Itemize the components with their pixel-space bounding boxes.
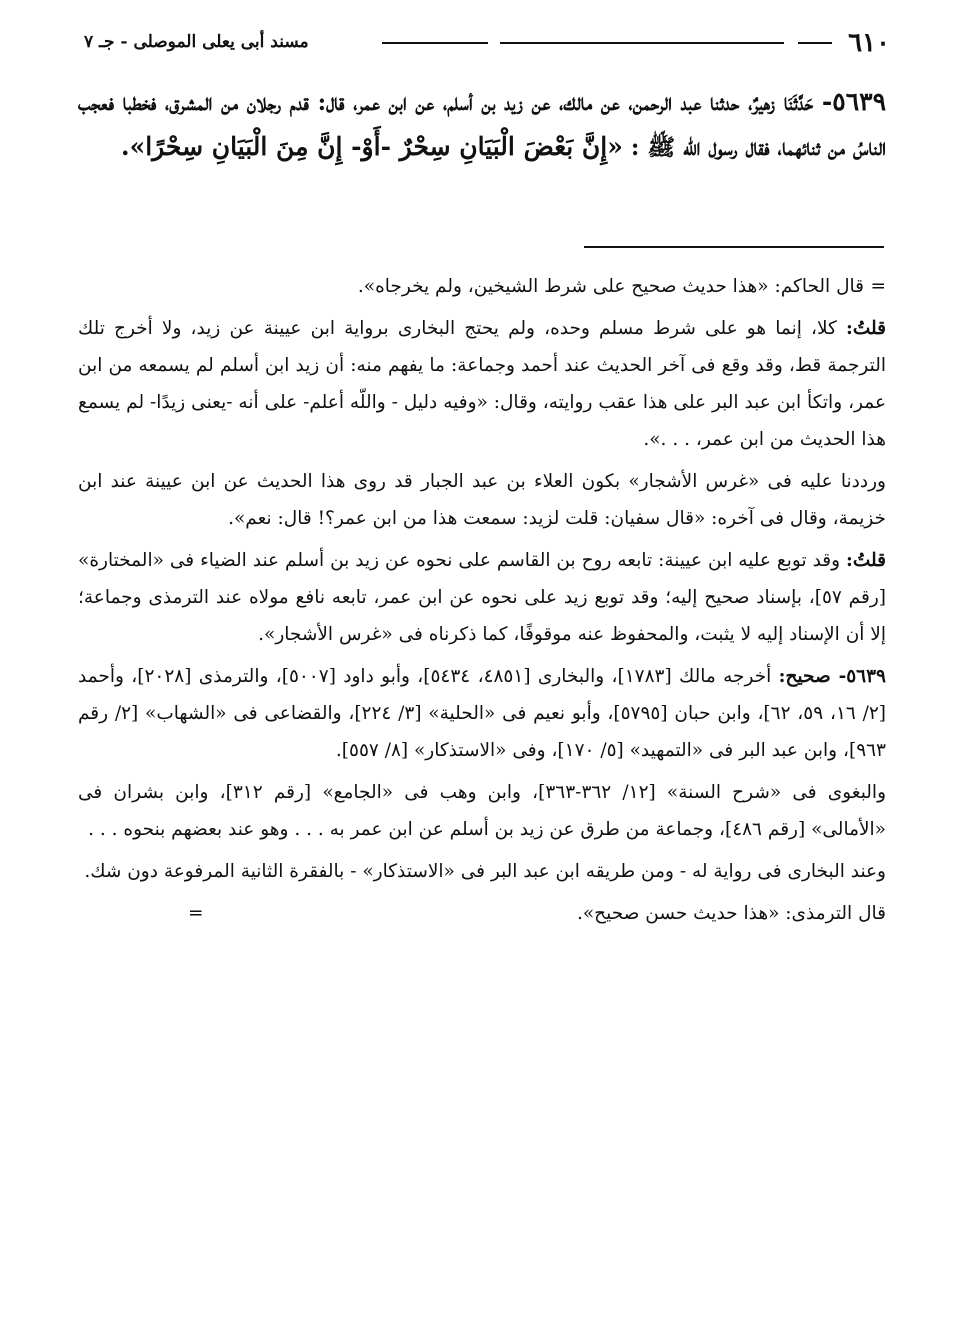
continuation-mark: = bbox=[870, 276, 886, 297]
paragraph-text: أخرجه مالك [١٧٨٣]، والبخارى [٤٨٥١، ٥٤٣٤]، وأبو داود [٥٠٠٧]، والترمذى [٢٠٢٨]، وأحمد [٢/ ١٦، ٥٩، ٦٢]، وابن حبان [٥٧٩٥]، وأبو نعيم فى «الحلية» [٣/ ٢٢٤]، والقضاعى فى «الشهاب» [٢/ رقم ٩٦٣]، وابن عبد البر فى «التمهيد» [٥/ ١٧٠]، وفى «الاستذكار» [٨/ ٥٥٧]. bbox=[78, 666, 886, 761]
takhrij-label: ٥٦٣٩- صحيح: bbox=[778, 666, 886, 687]
footnote-paragraph bbox=[78, 853, 886, 890]
takhrij-paragraph bbox=[78, 658, 886, 769]
hadith-text bbox=[78, 80, 886, 170]
footnotes bbox=[78, 268, 886, 937]
prophetic-saying: «إِنَّ بَعْضَ الْبَيَانِ سِحْرٌ -أَوْ- إِنَّ مِنَ الْبَيَانِ سِحْرًا». bbox=[120, 132, 623, 161]
paragraph-text: وعند البخارى فى رواية له - ومن طريقه ابن عبد البر فى «الاستذكار» - بالفقرة الثانية المرفوعة دون شك. bbox=[84, 861, 886, 882]
book-title: مسند أبى يعلى الموصلى - جـ ٧ bbox=[84, 32, 309, 52]
footnote-paragraph bbox=[78, 542, 886, 653]
hakim-note bbox=[78, 268, 886, 305]
footnote-separator bbox=[584, 246, 884, 248]
footnote-paragraph bbox=[78, 895, 886, 932]
running-header bbox=[84, 28, 890, 58]
page-number: ٦١٠ bbox=[848, 28, 890, 58]
paragraph-text: قال الترمذى: «هذا حديث حسن صحيح». bbox=[576, 903, 886, 924]
hadith-opening-word: حَدَّثَنَا bbox=[783, 89, 814, 116]
qultu-label: قلتُ: bbox=[846, 318, 886, 339]
paragraph-text: كلا، إنما هو على شرط مسلم وحده، ولم يحتج البخارى برواية ابن عيينة عن زيد، ولا أخرج تلك الترجمة قط، وقد وقع فى آخر الحديث عند أحمد وجماعة: ما يفهم منه: أن زيد ابن أسلم لم يسمعه من ابن عمر، واتكأ ابن عبد البر على هذا عقب روايته، وقال: «وفيه دليل - واللّه أعلم- على أنه -يعنى زيدًا- لم يسمع هذا الحديث من ابن عمر، . . .». bbox=[78, 318, 886, 450]
end-continuation-mark: = bbox=[188, 903, 204, 924]
hadith-number: ٥٦٣٩- bbox=[821, 87, 886, 116]
paragraph-text: ورددنا عليه فى «غرس الأشجار» بكون العلاء بن عبد الجبار قد روى هذا الحديث عن ابن عيينة عند ابن خزيمة، وقال فى آخره: «قال سفيان: قلت لزيد: سمعت هذا من ابن عمر؟! قال: نعم». bbox=[78, 471, 886, 529]
hadith-isnad: زهيرٌ، حدثنا عبد الرحمن، عن مالك، عن زيد بن أسلم، عن ابن عمر، قال: قدم رجلان من المشرق، فخطبا فعجب الناسُ من ثنائهما، فقال رسول اللّه ﷺ : bbox=[78, 89, 886, 161]
hakim-statement: قال الحاكم: «هذا حديث صحيح على شرط الشيخين، ولم يخرجاه». bbox=[357, 276, 864, 297]
footnote-paragraph bbox=[78, 463, 886, 537]
header-rule bbox=[798, 42, 832, 44]
header-rule bbox=[500, 42, 784, 44]
paragraph-text: وقد توبع عليه ابن عيينة: تابعه روح بن القاسم على نحوه عن زيد بن أسلم عند الضياء فى «المختارة» [رقم ٥٧]، بإسناد صحيح إليه؛ وقد توبع زيد على نحوه عن ابن عمر، تابعه نافع مولاه عند الترمذى وجماعة؛ إلا أن الإسناد إليه لا يثبت، والمحفوظ عنه موقوفًا، كما ذكرناه فى «غرس الأشجار». bbox=[78, 550, 886, 645]
footnote-paragraph bbox=[78, 774, 886, 848]
qultu-label: قلتُ: bbox=[846, 550, 886, 571]
paragraph-text: والبغوى فى «شرح السنة» [١٢/ ٣٦٢-٣٦٣]، وابن وهب فى «الجامع» [رقم ٣١٢]، وابن بشران فى «الأمالى» [رقم ٤٨٦]، وجماعة من طرق عن زيد بن أسلم عن ابن عمر به . . . وهو عند بعضهم بنحوه . . . bbox=[78, 782, 887, 840]
header-rule bbox=[382, 42, 488, 44]
footnote-paragraph bbox=[78, 310, 886, 458]
